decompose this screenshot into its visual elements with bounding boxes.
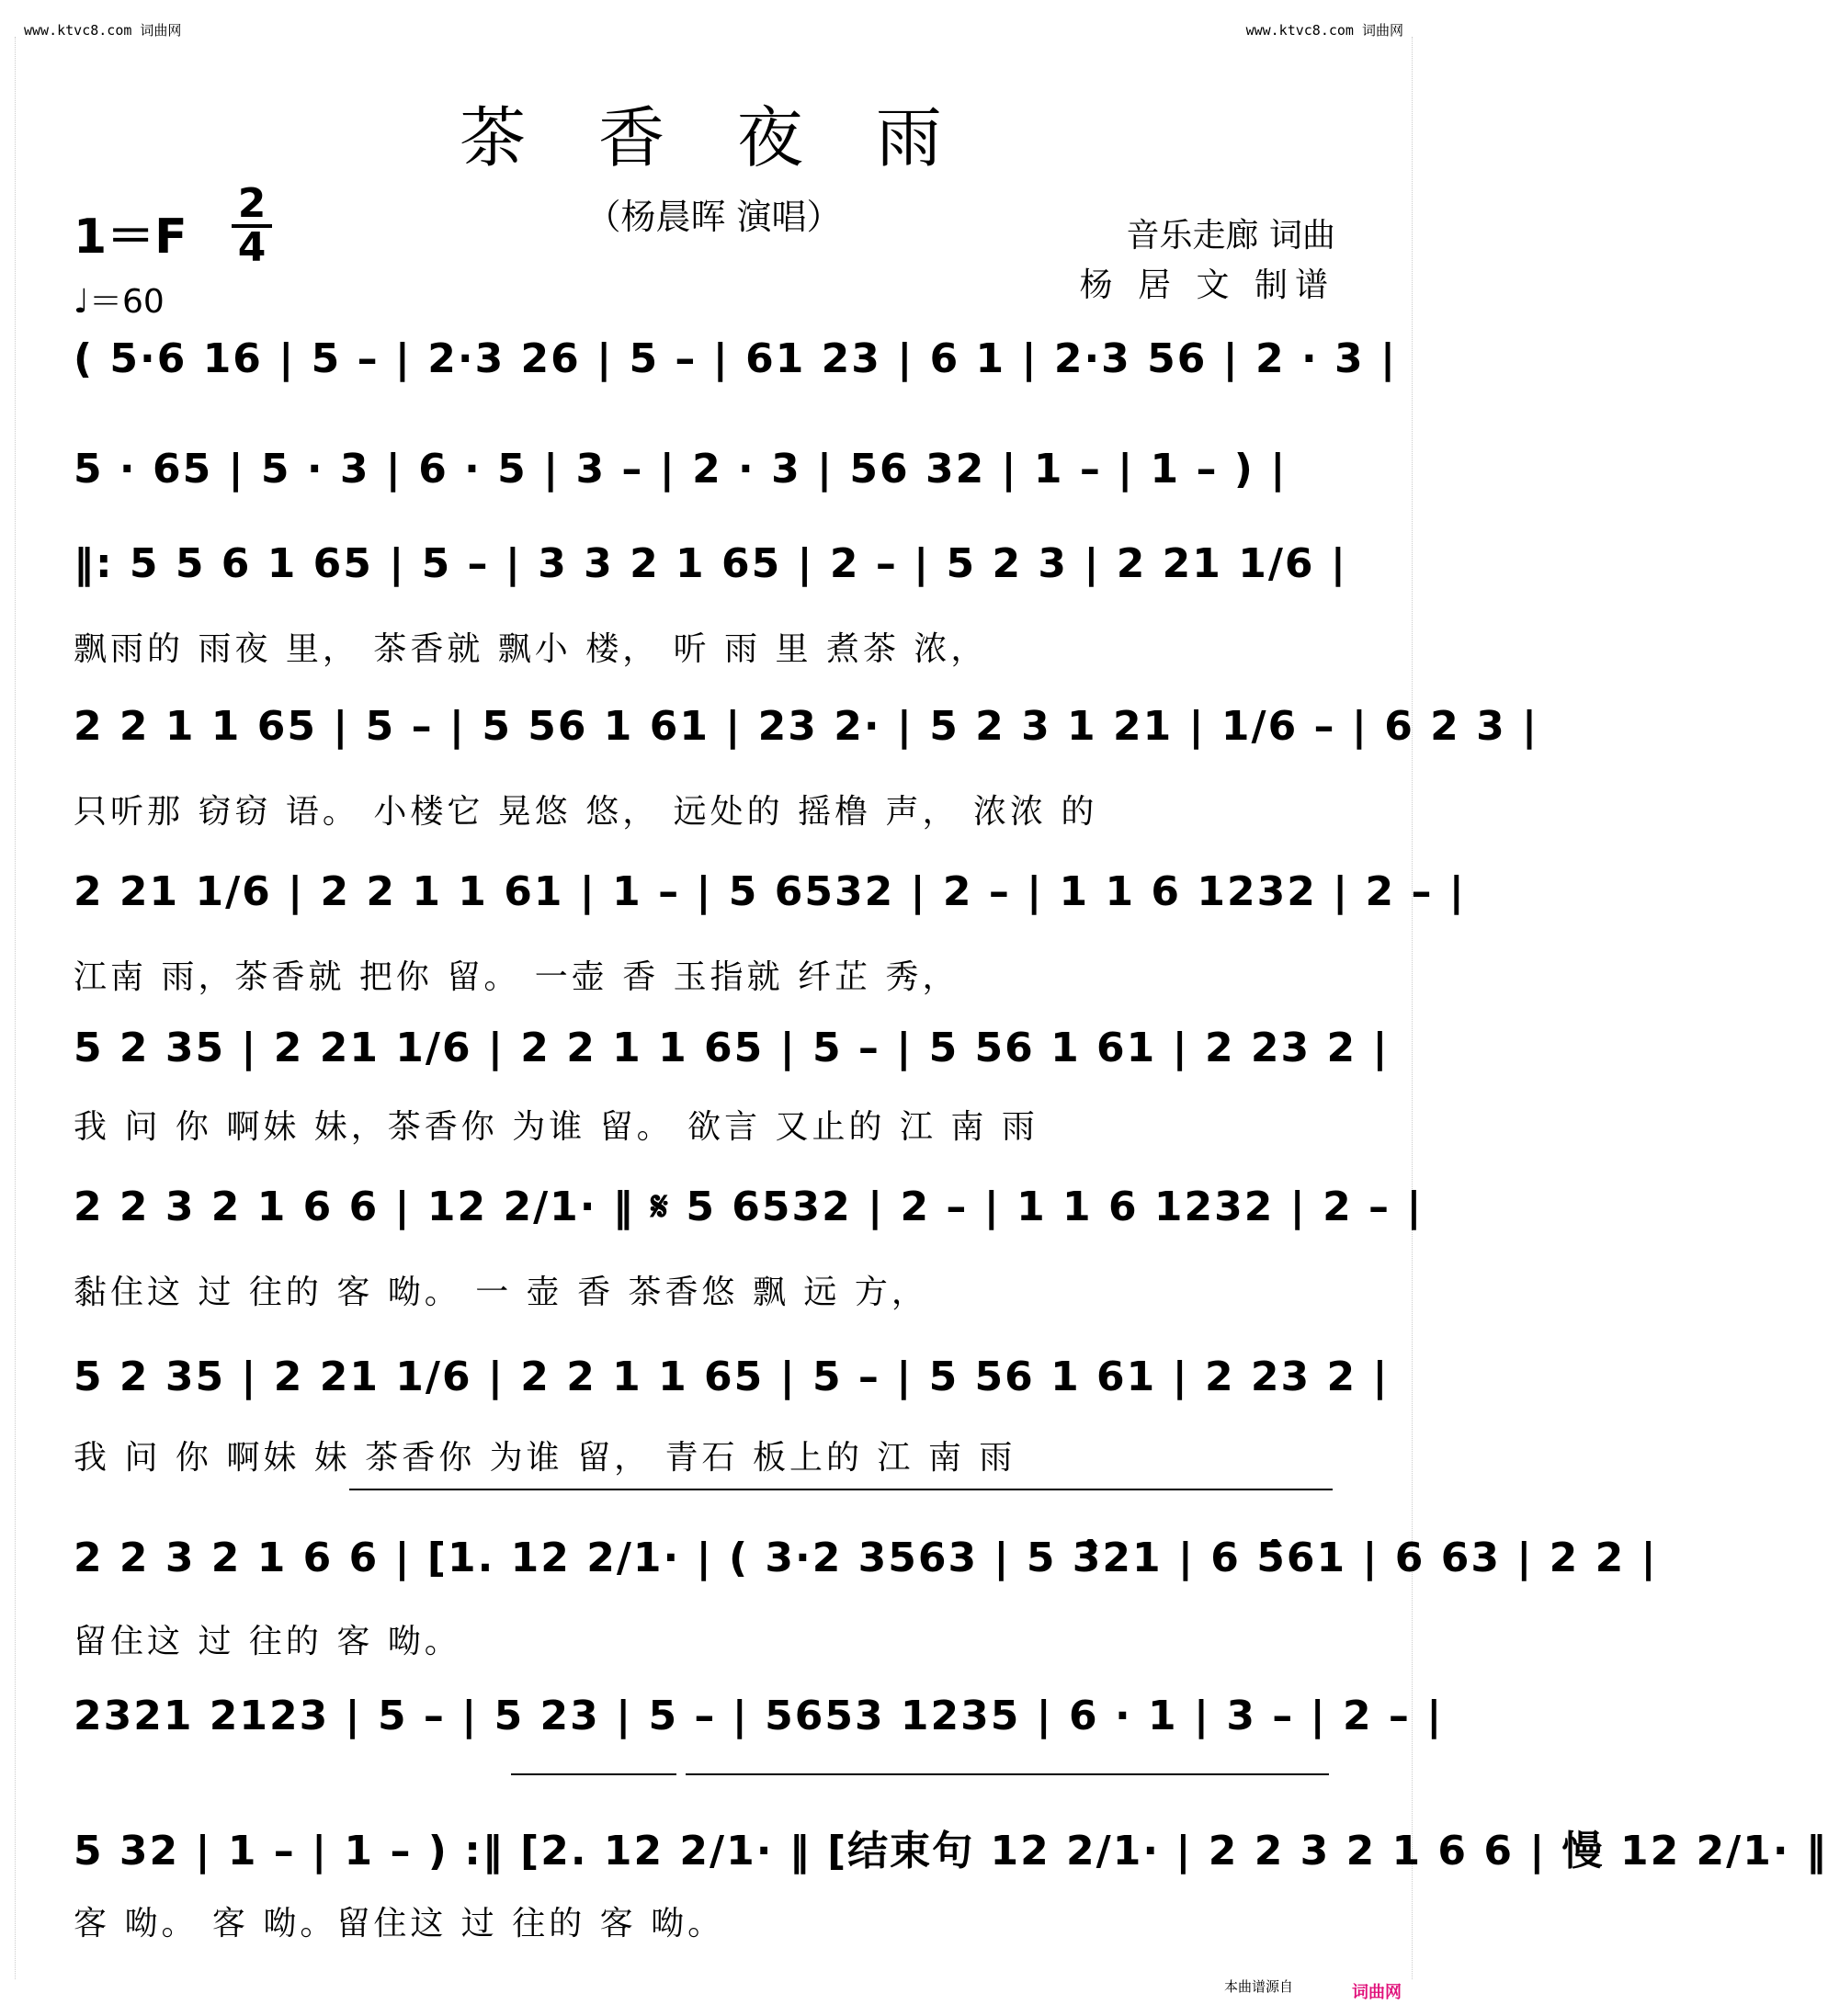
score-row-3-music: ‖: 5 5 6 1 65 | 5 – | 3 3 2 1 65 | 2 – | 5 2 3 | 2 21 1/6 |	[74, 540, 1347, 587]
score-row-4-lyric: 只听那 窃窃 语。 小楼它 晃悠 悠， 远处的 摇橹 声， 浓浓 的	[74, 793, 1098, 831]
singer-credit: （杨晨晖 演唱）	[585, 197, 842, 237]
header-right-url: www.ktvc8.com 词曲网	[1245, 22, 1403, 39]
score-row-7-lyric: 黏住这 过 往的 客 呦。 一 壶 香 茶香悠 飘 远 方，	[74, 1274, 928, 1311]
header-left-url: www.ktvc8.com 词曲网	[24, 22, 182, 39]
time-signature-bottom: 4	[237, 224, 267, 271]
score-row-6-music: 5 2 35 | 2 21 1/6 | 2 2 1 1 65 | 5 – | 5 56 1 61 | 2 23 2 |	[74, 1025, 1390, 1071]
score-row-5-lyric: 江南 雨，茶香就 把你 留。 一壶 香 玉指就 纤芷 秀，	[74, 958, 959, 996]
notation-credit: 杨 居 文 制谱	[1079, 266, 1335, 304]
song-title: 茶 香 夜 雨	[460, 99, 968, 176]
key-signature: 1＝F	[74, 210, 187, 265]
score-row-3-lyric: 飘雨的 雨夜 里， 茶香就 飘小 楼， 听 雨 里 煮茶 浓，	[74, 630, 988, 668]
score-row-8-lyric: 我 问 你 啊妹 妹 茶香你 为谁 留， 青石 板上的 江 南 雨	[74, 1439, 1016, 1477]
footer-source-label: 本曲谱源自	[1223, 1978, 1293, 1995]
score-row-5-music: 2 21 1/6 | 2 2 1 1 61 | 1 – | 5 6532 | 2 – | 1 1 6 1232 | 2 – |	[74, 868, 1466, 915]
volta-bracket-1	[349, 1489, 1333, 1490]
score-row-6-lyric: 我 问 你 啊妹 妹，茶香你 为谁 留。 欲言 又止的 江 南 雨	[74, 1108, 1039, 1146]
time-signature-top: 2	[237, 180, 267, 227]
score-row-11-music: 5 32 | 1 – | 1 – ) :‖ [2. 12 2/1· ‖ [结束句 12 2/1· | 2 2 3 2 1 6 6 | 慢 12 2/1· ‖	[74, 1828, 1828, 1874]
right-margin-watermark	[1412, 37, 1422, 1979]
score-row-2-music: 5 · 65 | 5 · 3 | 6 · 5 | 3 – | 2 · 3 | 56 32 | 1 – | 1 – ) |	[74, 446, 1288, 493]
time-signature	[232, 180, 272, 271]
score-row-9-music: 2 2 3 2 1 6 6 | [1. 12 2/1· | ( 3·2 3563 | 5 3̂21 | 6 5̂61 | 6 63 | 2 2 |	[74, 1535, 1658, 1581]
score-row-4-music: 2 2 1 1 65 | 5 – | 5 56 1 61 | 23 2· | 5 2 3 1 21 | 1/6 – | 6 2 3 |	[74, 703, 1539, 750]
volta-bracket-2	[511, 1773, 676, 1775]
score-row-8-music: 5 2 35 | 2 21 1/6 | 2 2 1 1 65 | 5 – | 5 56 1 61 | 2 23 2 |	[74, 1353, 1390, 1400]
ending-bracket	[686, 1773, 1329, 1775]
score-row-9-lyric: 留住这 过 往的 客 呦。	[74, 1623, 461, 1660]
tempo-marking: ♩＝60	[74, 283, 165, 321]
score-row-10-music: 2321 2123 | 5 – | 5 23 | 5 – | 5653 1235 | 6 · 1 | 3 – | 2 – |	[74, 1693, 1444, 1739]
lyricist-composer-credit: 音乐走廊 词曲	[1126, 217, 1335, 255]
left-margin-watermark	[6, 37, 16, 1979]
score-row-11-lyric: 客 呦。 客 呦。留住这 过 往的 客 呦。	[74, 1905, 725, 1942]
footer-site-logo: 词曲网	[1352, 1983, 1402, 2002]
score-row-1-music: ( 5·6 16 | 5 – | 2·3 26 | 5 – | 61 23 | 6 1 | 2·3 56 | 2 · 3 |	[74, 335, 1398, 382]
score-row-7-music: 2 2 3 2 1 6 6 | 12 2/1· ‖ 𝄋 5 6532 | 2 – | 1 1 6 1232 | 2 – |	[74, 1184, 1424, 1230]
